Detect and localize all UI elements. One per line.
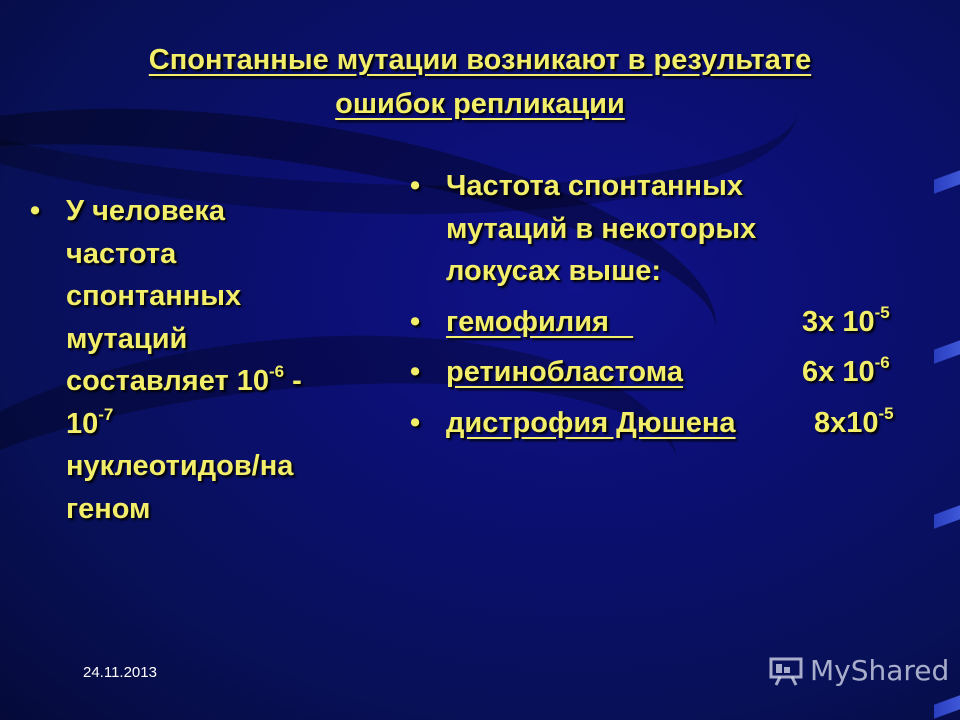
left-bullet-item <box>30 190 350 530</box>
right-text-line: Частота спонтанных <box>446 170 743 202</box>
presentation-icon <box>768 655 804 687</box>
exponent: -5 <box>874 302 890 322</box>
left-text-fragment: 10 <box>66 407 99 440</box>
left-text-line: частота <box>66 237 177 270</box>
bullet-dot: • <box>410 170 421 202</box>
locus-name: дистрофия Дюшена <box>446 406 736 439</box>
left-text-line <box>66 360 350 403</box>
right-bullet-list <box>410 165 930 444</box>
exponent: -5 <box>878 403 894 423</box>
edge-mark <box>934 170 960 193</box>
right-bullet-item <box>410 165 930 293</box>
bullet-dot: • <box>410 406 421 439</box>
right-text-line: локусах выше: <box>446 255 662 287</box>
title-line-1: Спонтанные мутации возникают в результате <box>148 44 812 76</box>
frequency-row <box>410 402 930 445</box>
frequency-base: 6х 10 <box>802 356 875 388</box>
exponent: -6 <box>268 362 285 381</box>
edge-mark <box>934 340 960 363</box>
right-text-line: мутаций в некоторых <box>446 212 757 245</box>
watermark <box>768 654 949 687</box>
frequency-row <box>410 351 930 394</box>
edge-mark <box>934 505 960 528</box>
left-text-line: спонтанных <box>66 280 242 312</box>
exponent: -7 <box>98 404 114 424</box>
slide-date: 24.11.2013 <box>83 664 157 681</box>
left-text-line: нуклеотидов/на <box>66 450 294 482</box>
title-line-2: ошибок репликации <box>335 88 625 120</box>
frequency-base: 8х10 <box>814 406 879 439</box>
exponent: -6 <box>874 353 890 372</box>
bullet-dot: • <box>410 305 421 338</box>
left-text-line: мутаций <box>66 322 188 355</box>
frequency-base: 3х 10 <box>802 305 875 338</box>
watermark-text: MyShared <box>810 654 950 687</box>
left-text-line: У человека <box>66 195 226 227</box>
locus-name: гемофилия <box>446 305 634 338</box>
left-text-fragment: составляет 10 <box>66 365 269 397</box>
bullet-dot: • <box>30 195 41 227</box>
frequency-value <box>802 351 890 394</box>
locus-name: ретинобластома <box>446 356 683 388</box>
frequency-row <box>410 301 930 344</box>
left-text-line <box>66 403 350 446</box>
slide-title <box>60 38 900 126</box>
bullet-dot: • <box>410 356 421 388</box>
left-bullet-list <box>30 190 350 530</box>
left-text-fragment: - <box>284 365 302 397</box>
edge-mark <box>934 695 960 718</box>
frequency-value <box>802 301 890 344</box>
left-bullet-text <box>66 190 350 530</box>
left-text-line: геном <box>66 492 151 525</box>
right-intro-text <box>446 165 930 293</box>
frequency-value <box>814 402 894 445</box>
